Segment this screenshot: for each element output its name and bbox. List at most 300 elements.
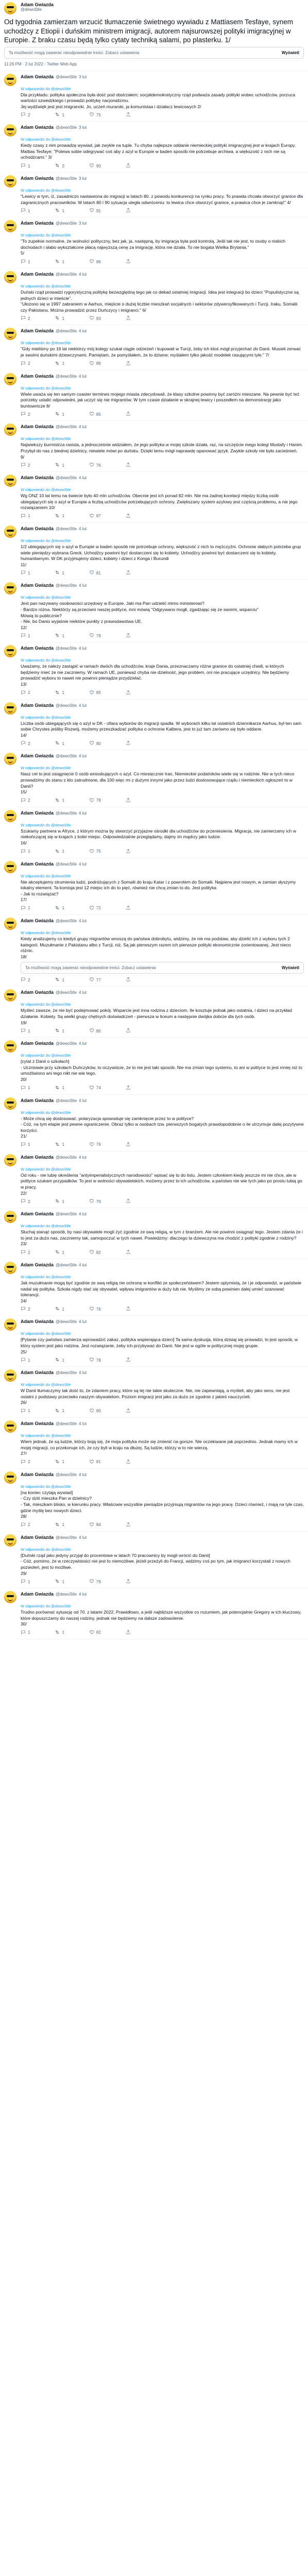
tweet[interactable] <box>4 1097 304 1151</box>
author-handle[interactable]: @dewoStle <box>56 861 77 867</box>
author-handle[interactable]: @dewoStle <box>56 990 77 995</box>
reply-button[interactable] <box>21 570 30 576</box>
author-handle[interactable]: @dewoStle <box>56 583 77 588</box>
like-button[interactable] <box>89 1579 101 1585</box>
tweet-actions <box>21 361 304 367</box>
retweet-button[interactable] <box>55 208 64 214</box>
like-button[interactable] <box>89 361 101 367</box>
like-button[interactable] <box>89 1459 101 1465</box>
like-button[interactable] <box>89 315 101 321</box>
tweet-time[interactable]: 3 lut <box>79 125 87 130</box>
show-button[interactable]: Wyświetl <box>281 50 299 55</box>
author-name[interactable]: Adam Gwiazda <box>21 1471 54 1477</box>
tweet[interactable] <box>4 271 304 325</box>
reply-button[interactable] <box>21 411 30 417</box>
share-button[interactable] <box>126 1459 131 1465</box>
reply-button[interactable] <box>21 1408 30 1414</box>
avatar[interactable] <box>4 1097 16 1110</box>
author-name[interactable]: Adam Gwiazda <box>21 125 54 130</box>
reply-button[interactable] <box>21 798 30 804</box>
tweet[interactable] <box>4 1591 304 1639</box>
tweet-time[interactable]: 4 lut <box>79 1472 87 1477</box>
author-handle[interactable]: @dewoStle <box>56 1421 77 1426</box>
tweet-time[interactable]: 4 lut <box>79 810 87 816</box>
like-button[interactable] <box>89 798 101 804</box>
author-name[interactable]: Adam Gwiazda <box>21 424 54 430</box>
tweet-actions <box>21 1085 304 1091</box>
share-button[interactable] <box>126 1579 131 1585</box>
retweet-button[interactable] <box>55 740 64 747</box>
tweet-actions <box>21 1459 304 1465</box>
share-button[interactable] <box>126 798 131 804</box>
reply-button[interactable] <box>21 1028 30 1034</box>
tweet-time[interactable]: 4 lut <box>79 703 87 708</box>
avatar[interactable] <box>4 582 16 595</box>
share-button[interactable] <box>126 977 131 983</box>
author-handle[interactable]: @dewoStle <box>56 1041 77 1046</box>
author-name[interactable]: Adam Gwiazda <box>21 1097 54 1103</box>
author-name[interactable]: Adam Gwiazda <box>21 918 54 923</box>
tweet-time[interactable]: 4 lut <box>79 526 87 531</box>
retweet-button[interactable] <box>55 1357 64 1363</box>
author-handle[interactable]: @dewoStle <box>56 754 77 759</box>
author-name[interactable]: Adam Gwiazda <box>21 475 54 481</box>
retweet-button[interactable] <box>55 1249 64 1256</box>
author-handle[interactable]: @dewoStle <box>56 329 77 334</box>
heart-icon <box>89 1357 94 1363</box>
tweet-time[interactable]: 4 lut <box>79 861 87 867</box>
avatar[interactable] <box>4 423 16 436</box>
author-handle[interactable]: @dewoStle <box>21 7 42 12</box>
like-button[interactable] <box>89 1249 101 1256</box>
tweet[interactable] <box>4 1534 304 1588</box>
author-name[interactable]: Adam Gwiazda <box>21 1534 54 1540</box>
tweet[interactable] <box>4 810 304 858</box>
avatar[interactable] <box>4 373 16 385</box>
tweet[interactable] <box>4 474 304 523</box>
author-handle[interactable]: @dewoStle <box>56 1370 77 1376</box>
avatar[interactable] <box>4 1591 16 1603</box>
like-button[interactable] <box>89 462 101 468</box>
retweet-button[interactable] <box>55 1522 64 1528</box>
reply-button[interactable] <box>21 633 30 639</box>
author-name[interactable]: Adam Gwiazda <box>21 1420 54 1426</box>
avatar[interactable] <box>4 526 16 538</box>
avatar[interactable] <box>4 861 16 873</box>
tweet[interactable] <box>4 645 304 699</box>
reply-button[interactable] <box>21 1306 30 1312</box>
author-handle[interactable]: @dewoStle <box>56 1535 77 1540</box>
retweet-button[interactable] <box>55 1408 64 1414</box>
tweet[interactable] <box>4 124 304 173</box>
like-button[interactable] <box>89 259 101 265</box>
reply-context: W odpowiedzi do @dewoStle <box>21 1053 71 1058</box>
avatar[interactable] <box>4 645 16 657</box>
share-button[interactable] <box>126 315 131 321</box>
tweet-time[interactable]: 4 lut <box>79 1098 87 1103</box>
reply-button[interactable] <box>21 690 30 696</box>
like-button[interactable] <box>89 1408 101 1414</box>
tweet-time[interactable]: 4 lut <box>79 754 87 759</box>
share-button[interactable] <box>126 1142 131 1148</box>
tweet[interactable] <box>4 423 304 472</box>
reply-button[interactable] <box>21 905 30 911</box>
tweet[interactable] <box>4 1262 304 1316</box>
reply-count: 1 <box>28 1358 30 1363</box>
author-handle[interactable]: @dewoStle <box>56 176 77 181</box>
author-name[interactable]: Adam Gwiazda <box>21 1262 54 1268</box>
like-button[interactable] <box>89 112 101 118</box>
retweet-button[interactable] <box>55 163 64 169</box>
share-button[interactable] <box>126 1249 131 1256</box>
share-icon <box>126 1579 131 1585</box>
avatar[interactable] <box>4 702 16 715</box>
tweet-time[interactable]: 4 lut <box>79 583 87 588</box>
like-button[interactable] <box>89 1198 101 1205</box>
avatar[interactable] <box>4 918 16 930</box>
author-handle[interactable]: @dewoStle <box>56 703 77 708</box>
retweet-icon <box>55 905 60 911</box>
like-count: 86 <box>96 361 101 366</box>
share-button[interactable] <box>126 1522 131 1528</box>
like-count: 86 <box>96 259 101 264</box>
reply-button[interactable] <box>21 462 30 468</box>
author-name[interactable]: Adam Gwiazda <box>21 990 54 995</box>
share-button[interactable] <box>126 690 131 696</box>
share-button[interactable] <box>126 513 131 519</box>
like-button[interactable] <box>89 1306 101 1312</box>
like-button[interactable] <box>89 570 101 576</box>
tweet-time[interactable]: 4 lut <box>79 646 87 651</box>
share-button[interactable] <box>126 1357 131 1363</box>
like-count: 87 <box>96 514 101 519</box>
author-name[interactable]: Adam Gwiazda <box>21 1319 54 1325</box>
share-button[interactable] <box>126 1306 131 1312</box>
share-button[interactable] <box>126 1408 131 1414</box>
avatar[interactable] <box>4 2 16 14</box>
retweet-icon <box>55 112 60 118</box>
tweet-time[interactable]: 4 lut <box>79 1319 87 1325</box>
share-button[interactable] <box>126 462 131 468</box>
share-icon <box>126 1630 131 1636</box>
retweet-button[interactable] <box>55 1459 64 1465</box>
author-handle[interactable]: @dewoStle <box>56 1592 77 1597</box>
reply-button[interactable] <box>21 1522 30 1528</box>
author-handle[interactable]: @dewoStle <box>56 374 77 379</box>
share-button[interactable] <box>126 1630 131 1636</box>
like-button[interactable] <box>89 977 101 983</box>
author-name[interactable]: Adam Gwiazda <box>21 583 54 588</box>
like-button[interactable] <box>89 1357 101 1363</box>
author-handle[interactable]: @dewoStle <box>56 425 77 430</box>
retweet-button[interactable] <box>55 462 64 468</box>
tweet-actions <box>21 462 304 468</box>
share-icon <box>126 633 131 639</box>
reply-button[interactable] <box>21 315 30 321</box>
share-button[interactable] <box>126 1028 131 1034</box>
tweet[interactable] <box>4 1420 304 1469</box>
retweet-button[interactable] <box>55 513 64 519</box>
author-handle[interactable]: @dewoStle <box>56 272 77 277</box>
reply-button[interactable] <box>21 977 30 983</box>
tweet[interactable] <box>4 861 304 915</box>
tweet-time[interactable]: 4 lut <box>79 1535 87 1540</box>
author-name[interactable]: Adam Gwiazda <box>21 272 54 277</box>
tweet-actions <box>21 570 304 576</box>
reply-context: W odpowiedzi do @dewoStle <box>21 385 71 391</box>
tweet[interactable] <box>4 74 304 122</box>
retweet-button[interactable] <box>55 1028 64 1034</box>
share-button[interactable] <box>126 208 131 214</box>
retweet-button[interactable] <box>55 1085 64 1091</box>
avatar[interactable] <box>4 1534 16 1547</box>
tweet-time[interactable]: 4 lut <box>79 1263 87 1268</box>
reply-context: W odpowiedzi do @dewoStle <box>21 86 71 91</box>
author-handle[interactable]: @dewoStle <box>56 221 77 226</box>
comment-icon <box>21 798 26 804</box>
tweet-time[interactable]: 4 lut <box>79 476 87 481</box>
divider <box>16 986 308 987</box>
like-button[interactable] <box>89 1522 101 1528</box>
tweet[interactable] <box>4 989 304 1038</box>
retweet-button[interactable] <box>55 633 64 639</box>
avatar[interactable] <box>4 989 16 1002</box>
avatar[interactable] <box>4 1154 16 1166</box>
tweet-time[interactable]: 4 lut <box>79 329 87 334</box>
tweet-time[interactable]: 4 lut <box>79 1370 87 1376</box>
author-handle[interactable]: @dewoStle <box>56 810 77 816</box>
show-button[interactable]: Wyświetl <box>281 965 299 971</box>
share-button[interactable] <box>126 740 131 747</box>
share-button[interactable] <box>126 633 131 639</box>
author-handle[interactable]: @dewoStle <box>56 1212 77 1217</box>
retweet-button[interactable] <box>55 1579 64 1585</box>
heart-icon <box>89 513 94 519</box>
tweet-time[interactable]: 3 lut <box>79 74 87 79</box>
like-button[interactable] <box>89 163 101 169</box>
tweet[interactable] <box>4 753 304 807</box>
reply-button[interactable] <box>21 740 30 747</box>
heart-icon <box>89 1459 94 1465</box>
avatar[interactable] <box>4 810 16 822</box>
share-button[interactable] <box>126 259 131 265</box>
like-button[interactable] <box>89 1028 101 1034</box>
avatar[interactable] <box>4 1040 16 1053</box>
tweet[interactable] <box>4 1211 304 1259</box>
share-button[interactable] <box>126 163 131 169</box>
avatar[interactable] <box>4 74 16 86</box>
share-button[interactable] <box>126 570 131 576</box>
like-button[interactable] <box>89 740 101 747</box>
comment-icon <box>21 1028 26 1034</box>
retweet-button[interactable] <box>55 315 64 321</box>
tweet-time[interactable]: 4 lut <box>79 272 87 277</box>
tweet-time[interactable]: 4 lut <box>79 1212 87 1217</box>
avatar[interactable] <box>4 1471 16 1484</box>
reply-button[interactable] <box>21 259 30 265</box>
retweet-button[interactable] <box>55 690 64 696</box>
tweet[interactable] <box>4 702 304 751</box>
author-handle[interactable]: @dewoStle <box>56 1472 77 1477</box>
reply-button[interactable] <box>21 112 30 118</box>
author-name[interactable]: Adam Gwiazda <box>21 2 54 7</box>
tweet-time[interactable]: 4 lut <box>79 1592 87 1597</box>
avatar[interactable] <box>4 1211 16 1223</box>
author-handle[interactable]: @dewoStle <box>56 1155 77 1160</box>
avatar[interactable] <box>4 175 16 188</box>
reply-button[interactable] <box>21 1142 30 1148</box>
retweet-button[interactable] <box>55 361 64 367</box>
author-name[interactable]: Adam Gwiazda <box>21 1154 54 1160</box>
tweet[interactable] <box>4 1318 304 1367</box>
author-handle[interactable]: @dewoStle <box>56 1319 77 1325</box>
share-button[interactable] <box>126 411 131 417</box>
tweet-time[interactable]: 4 lut <box>79 425 87 430</box>
share-button[interactable] <box>126 1198 131 1205</box>
like-button[interactable] <box>89 208 101 214</box>
retweet-button[interactable] <box>55 849 64 855</box>
author-handle[interactable]: @dewoStle <box>56 526 77 531</box>
reply-button[interactable] <box>21 1630 30 1636</box>
retweet-button[interactable] <box>55 798 64 804</box>
author-handle[interactable]: @dewoStle <box>56 918 77 923</box>
author-handle[interactable]: @dewoStle <box>56 125 77 130</box>
like-button[interactable] <box>89 1630 101 1636</box>
retweet-button[interactable] <box>55 411 64 417</box>
tweet-time[interactable]: 4 lut <box>79 990 87 995</box>
tweet[interactable] <box>4 1154 304 1208</box>
like-button[interactable] <box>89 411 101 417</box>
author-name[interactable]: Adam Gwiazda <box>21 176 54 181</box>
tweet-time[interactable]: 4 lut <box>79 1421 87 1426</box>
heart-icon <box>89 977 94 983</box>
avatar[interactable] <box>4 271 16 283</box>
like-button[interactable] <box>89 690 101 696</box>
reply-button[interactable] <box>21 1085 30 1091</box>
author-name[interactable]: Adam Gwiazda <box>21 74 54 79</box>
avatar[interactable] <box>4 753 16 765</box>
author-name[interactable]: Adam Gwiazda <box>21 646 54 651</box>
reply-button[interactable] <box>21 1459 30 1465</box>
author-name[interactable]: Adam Gwiazda <box>21 373 54 379</box>
share-button[interactable] <box>126 112 131 118</box>
tweet[interactable] <box>4 1040 304 1094</box>
retweet-button[interactable] <box>55 1142 64 1148</box>
divider <box>16 1366 308 1367</box>
tweet[interactable] <box>4 526 304 580</box>
reply-count: 1 <box>28 849 30 854</box>
tweet[interactable] <box>4 1369 304 1418</box>
author-name[interactable]: Adam Gwiazda <box>21 753 54 759</box>
tweet-time[interactable]: 3 lut <box>79 176 87 181</box>
reply-button[interactable] <box>21 849 30 855</box>
avatar[interactable] <box>4 1420 16 1433</box>
author-name[interactable]: Adam Gwiazda <box>21 526 54 531</box>
author-handle[interactable]: @dewoStle <box>56 74 77 79</box>
tweet[interactable] <box>4 175 304 217</box>
tweet-time[interactable]: 4 lut <box>79 1155 87 1160</box>
tweet[interactable] <box>4 582 304 642</box>
retweet-button[interactable] <box>55 977 64 983</box>
retweet-button[interactable] <box>55 112 64 118</box>
reply-button[interactable] <box>21 208 30 214</box>
avatar[interactable] <box>4 220 16 232</box>
avatar[interactable] <box>4 474 16 487</box>
retweet-button[interactable] <box>55 570 64 576</box>
reply-button[interactable] <box>21 1198 30 1205</box>
reply-context: W odpowiedzi do @dewoStle <box>21 188 71 193</box>
like-button[interactable] <box>89 1085 101 1091</box>
reply-button[interactable] <box>21 361 30 367</box>
retweet-button[interactable] <box>55 1306 64 1312</box>
avatar[interactable] <box>4 124 16 137</box>
like-button[interactable] <box>89 513 101 519</box>
retweet-button[interactable] <box>55 1630 64 1636</box>
tweet[interactable] <box>4 220 304 268</box>
avatar[interactable] <box>4 1369 16 1382</box>
like-button[interactable] <box>89 1142 101 1148</box>
tweet[interactable] <box>4 1471 304 1532</box>
heart-icon <box>89 411 94 417</box>
reply-button[interactable] <box>21 1357 30 1363</box>
like-button[interactable] <box>89 633 101 639</box>
author-name[interactable]: Adam Gwiazda <box>21 1211 54 1217</box>
tweet-time[interactable]: 4 lut <box>79 918 87 923</box>
avatar[interactable] <box>4 1262 16 1274</box>
retweet-count: 1 <box>62 1086 64 1090</box>
retweet-button[interactable] <box>55 1198 64 1205</box>
retweet-button[interactable] <box>55 905 64 911</box>
like-button[interactable] <box>89 849 101 855</box>
retweet-button[interactable] <box>55 259 64 265</box>
tweet[interactable] <box>4 328 304 370</box>
share-button[interactable] <box>126 849 131 855</box>
share-button[interactable] <box>126 905 131 911</box>
author-name[interactable]: Adam Gwiazda <box>21 810 54 816</box>
author-name[interactable]: Adam Gwiazda <box>21 1041 54 1046</box>
reply-button[interactable] <box>21 513 30 519</box>
share-button[interactable] <box>126 1085 131 1091</box>
author-name[interactable]: Adam Gwiazda <box>21 1591 54 1597</box>
share-button[interactable] <box>126 361 131 367</box>
reply-button[interactable] <box>21 1249 30 1256</box>
author-name[interactable]: Adam Gwiazda <box>21 1370 54 1376</box>
author-handle[interactable]: @dewoStle <box>56 1263 77 1268</box>
tweet[interactable] <box>4 373 304 421</box>
like-count: 91 <box>96 208 101 213</box>
like-button[interactable] <box>89 905 101 911</box>
reply-button[interactable] <box>21 1579 30 1585</box>
author-handle[interactable]: @dewoStle <box>56 1098 77 1103</box>
author-name[interactable]: Adam Gwiazda <box>21 221 54 226</box>
tweet[interactable] <box>4 918 304 987</box>
tweet-time[interactable]: 3 lut <box>79 221 87 226</box>
tweet-list <box>4 74 304 1639</box>
comment-icon <box>21 740 26 747</box>
author-handle[interactable]: @dewoStle <box>56 476 77 481</box>
heart-icon <box>89 1522 94 1528</box>
tweet-time[interactable]: 4 lut <box>79 1041 87 1046</box>
reply-button[interactable] <box>21 163 30 169</box>
avatar[interactable] <box>4 1318 16 1331</box>
author-name[interactable]: Adam Gwiazda <box>21 328 54 334</box>
author-handle[interactable]: @dewoStle <box>56 646 77 651</box>
reply-count: 1 <box>28 1028 30 1033</box>
tweet-time[interactable]: 4 lut <box>79 374 87 379</box>
author-name[interactable]: Adam Gwiazda <box>21 861 54 867</box>
author-name[interactable]: Adam Gwiazda <box>21 702 54 708</box>
avatar[interactable] <box>4 328 16 340</box>
